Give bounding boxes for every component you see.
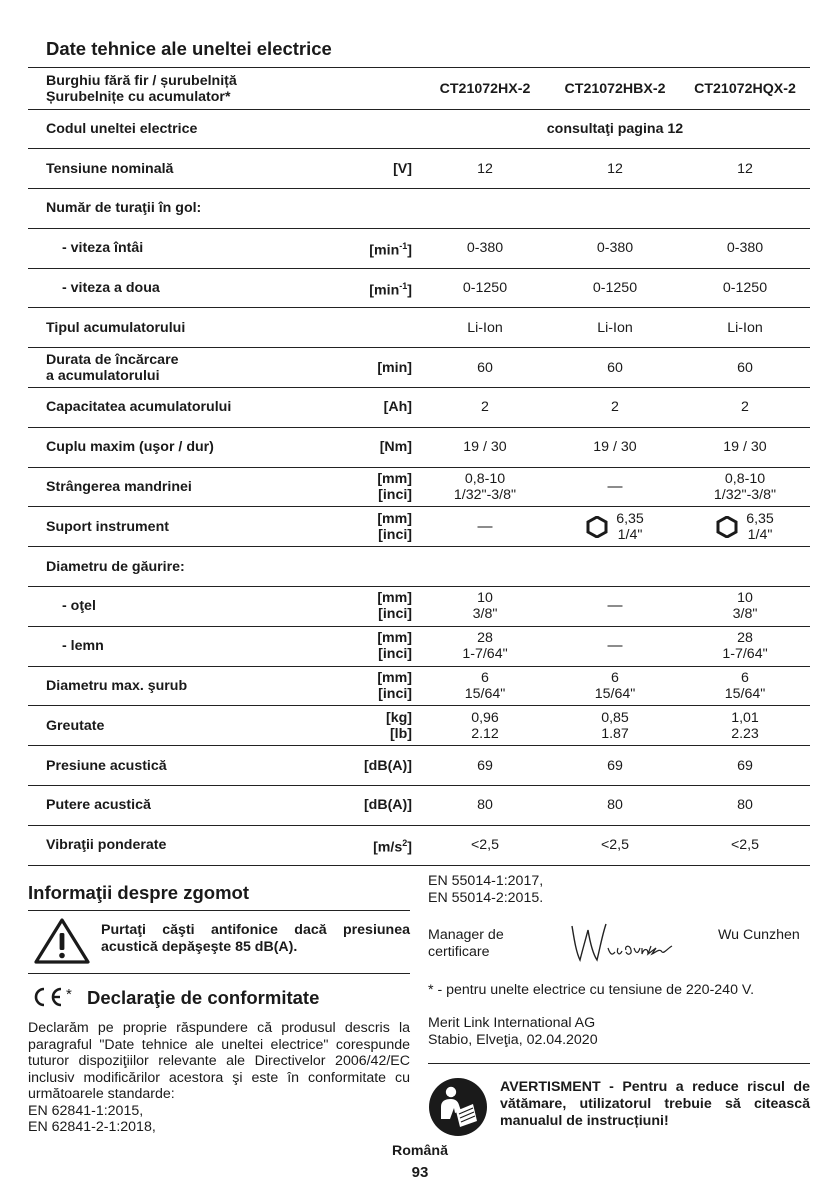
row-unit: [312, 189, 420, 229]
row-value: 0-1250: [550, 268, 680, 308]
row-value: <2,5: [680, 825, 810, 865]
row-value: 6 15/64": [420, 666, 550, 706]
row-label: Tipul acumulatorului: [28, 308, 312, 348]
row-value: <2,5: [550, 825, 680, 865]
row-unit: [mm] [inci]: [312, 626, 420, 666]
manager-label: Manager de certificare: [428, 927, 504, 960]
row-value: —: [550, 626, 680, 666]
row-value: 60: [420, 348, 550, 388]
row-unit: $[m/s^2]$: [312, 825, 420, 865]
table-row: [28, 587, 810, 627]
table-row: [28, 348, 810, 388]
conformity-heading: Declaraţie de conformitate: [87, 987, 320, 1008]
noise-warning: Purtaţi căşti antifonice dacă presiunea acustică depăşeşte 85 dB(A).: [101, 922, 410, 955]
row-value: —: [420, 507, 550, 547]
signer-name: Wu Cunzhen: [718, 927, 800, 943]
footnote: * - pentru unelte electrice cu tensiune de 220-240 V.: [428, 982, 755, 998]
row-label: Capacitatea acumulatorului: [28, 388, 312, 428]
header-label: Burghiu fără fir / șurubelniță Șurubelnițe cu acumulator*: [28, 69, 312, 109]
read-manual-icon: [428, 1077, 488, 1137]
row-value: —: [550, 467, 680, 507]
row-value: 0-1250: [420, 268, 550, 308]
table-row: [28, 228, 810, 268]
row-value: 0,8-10 1/32"-3/8": [420, 467, 550, 507]
table-row: [28, 109, 810, 149]
ce-mark-icon: [30, 986, 64, 1008]
row-value: 6,35 1/4": [680, 507, 810, 547]
row-value: 28 1-7/64": [420, 626, 550, 666]
row-label: - lemn: [28, 626, 312, 666]
table-row: [28, 149, 810, 189]
row-unit: [min]: [312, 348, 420, 388]
row-value: 0-1250: [680, 268, 810, 308]
row-value: 0,8-10 1/32"-3/8": [680, 467, 810, 507]
row-value: 2: [680, 388, 810, 428]
divider: [28, 67, 810, 68]
row-value: 19 / 30: [550, 427, 680, 467]
row-value: [550, 189, 680, 229]
row-value: Li-Ion: [420, 308, 550, 348]
table-row: [28, 388, 810, 428]
table-row: [28, 189, 810, 229]
table-row: [28, 268, 810, 308]
row-value: 28 1-7/64": [680, 626, 810, 666]
row-label: Număr de turaţii în gol:: [28, 189, 312, 229]
row-value: 12: [420, 149, 550, 189]
language-label: Română: [392, 1143, 448, 1159]
row-value: 0-380: [550, 228, 680, 268]
row-value: 0,85 1.87: [550, 706, 680, 746]
row-label: Vibraţii ponderate: [28, 825, 312, 865]
row-value: 19 / 30: [420, 427, 550, 467]
row-value: 80: [680, 786, 810, 826]
table-row: [28, 706, 810, 746]
row-value: 6 15/64": [550, 666, 680, 706]
row-value: <2,5: [420, 825, 550, 865]
divider: [28, 910, 410, 911]
row-label: - oţel: [28, 587, 312, 627]
row-label: Diametru max. şurub: [28, 666, 312, 706]
row-label: Strângerea mandrinei: [28, 467, 312, 507]
row-unit: [mm] [inci]: [312, 666, 420, 706]
row-label: Putere acustică: [28, 786, 312, 826]
merged-value: consultaţi pagina 12: [420, 109, 810, 149]
divider: [428, 1063, 810, 1064]
row-value: —: [550, 587, 680, 627]
row-unit: [dB(A)]: [312, 746, 420, 786]
row-label: Greutate: [28, 706, 312, 746]
row-label: Durata de încărcare a acumulatorului: [28, 348, 312, 388]
signature: [568, 918, 678, 966]
noise-heading: Informaţii despre zgomot: [28, 882, 249, 903]
row-value: 69: [680, 746, 810, 786]
table-header-row: [28, 69, 810, 109]
row-value: [680, 547, 810, 587]
row-label: Diametru de găurire:: [28, 547, 312, 587]
table-row: [28, 746, 810, 786]
table-row: [28, 786, 810, 826]
row-unit: [V]: [312, 149, 420, 189]
manual-warning: AVERTISMENT - Pentru a reduce riscul de vătămare, utilizatorul trebuie să citească manualul de instrucțiuni!: [500, 1079, 810, 1129]
row-label: - viteza a doua: [28, 268, 312, 308]
table-row: [28, 427, 810, 467]
row-value: 69: [420, 746, 550, 786]
row-value: 2: [550, 388, 680, 428]
row-value: [420, 547, 550, 587]
model-header: CT21072HX-2: [420, 69, 550, 109]
row-value: 12: [680, 149, 810, 189]
row-value: 80: [550, 786, 680, 826]
row-value: 0,96 2.12: [420, 706, 550, 746]
row-value: Li-Ion: [550, 308, 680, 348]
conformity-text: Declarăm pe proprie răspundere că produsul descris la paragraful "Date tehnice ale uneltei electrice" corespunde tuturor dispoziţiilor relevante ale Directivelor 2006/42/EC inclusiv modificărilor acestora şi este în conformitate cu următoarele standarde: EN 62841-1:2015, EN 62841-2-1:2018,: [28, 1020, 410, 1135]
standards-right: EN 55014-1:2017, EN 55014-2:2015.: [428, 873, 544, 906]
spec-table: [28, 69, 810, 866]
row-value: 80: [420, 786, 550, 826]
table-row: [28, 626, 810, 666]
row-value: [420, 189, 550, 229]
row-label: Suport instrument: [28, 507, 312, 547]
row-value: 60: [680, 348, 810, 388]
table-row: [28, 825, 810, 865]
row-unit: [kg] [lb]: [312, 706, 420, 746]
hex-shank-icon: [586, 516, 608, 538]
page-number: 93: [411, 1164, 429, 1181]
row-label: Tensiune nominală: [28, 149, 312, 189]
row-unit: [Nm]: [312, 427, 420, 467]
warning-icon: [33, 917, 91, 965]
row-value: 12: [550, 149, 680, 189]
row-unit: [mm] [inci]: [312, 507, 420, 547]
table-row: [28, 507, 810, 547]
row-label: - viteza întâi: [28, 228, 312, 268]
divider: [28, 973, 410, 974]
table-row: [28, 467, 810, 507]
row-unit: $[\min^{-1}]$: [312, 268, 420, 308]
row-value: 10 3/8": [420, 587, 550, 627]
asterisk: *: [66, 986, 72, 1003]
row-label: Codul uneltei electrice: [28, 109, 312, 149]
row-unit: [dB(A)]: [312, 786, 420, 826]
page-title: Date tehnice ale uneltei electrice: [46, 38, 332, 59]
row-value: 6,35 1/4": [550, 507, 680, 547]
row-value: 2: [420, 388, 550, 428]
row-label: Presiune acustică: [28, 746, 312, 786]
row-unit: [Ah]: [312, 388, 420, 428]
table-row: [28, 547, 810, 587]
row-value: 19 / 30: [680, 427, 810, 467]
hex-shank-icon: [716, 516, 738, 538]
row-value: Li-Ion: [680, 308, 810, 348]
row-unit: [312, 308, 420, 348]
row-unit: [312, 547, 420, 587]
row-unit: [mm] [inci]: [312, 467, 420, 507]
row-value: 1,01 2.23: [680, 706, 810, 746]
model-header: CT21072HBX-2: [550, 69, 680, 109]
row-value: 69: [550, 746, 680, 786]
row-value: [680, 189, 810, 229]
model-header: CT21072HQX-2: [680, 69, 810, 109]
table-row: [28, 308, 810, 348]
table-row: [28, 666, 810, 706]
row-unit: $[\min^{-1}]$: [312, 228, 420, 268]
row-value: [550, 547, 680, 587]
row-value: 0-380: [680, 228, 810, 268]
row-value: 0-380: [420, 228, 550, 268]
row-value: 6 15/64": [680, 666, 810, 706]
row-label: Cuplu maxim (uşor / dur): [28, 427, 312, 467]
row-value: 60: [550, 348, 680, 388]
row-value: 10 3/8": [680, 587, 810, 627]
row-unit: [mm] [inci]: [312, 587, 420, 627]
company-info: Merit Link International AG Stabio, Elveţia, 02.04.2020: [428, 1015, 598, 1048]
